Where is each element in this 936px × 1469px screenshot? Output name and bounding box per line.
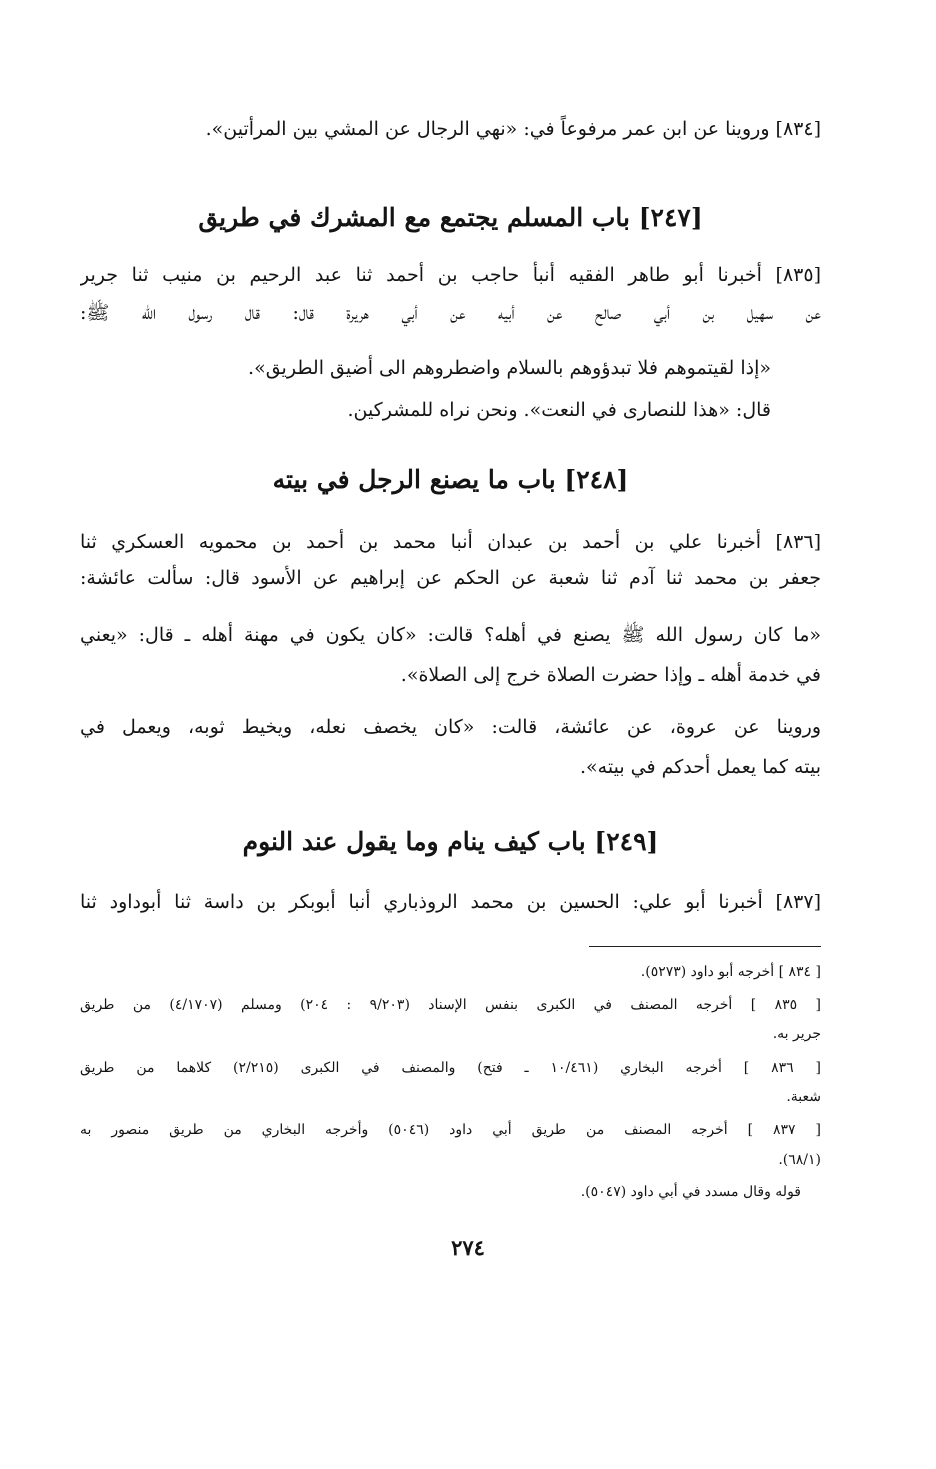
footnote-836-line-2: شعبة. <box>786 1089 821 1105</box>
hadith-835-line-4: قال: «هذا للنصارى في النعت». ونحن نراه للمشركين. <box>347 399 771 421</box>
hadith-836-line-4: في خدمة أهله ـ وإذا حضرت الصلاة خرج إلى الصلاة». <box>400 664 821 686</box>
hadith-836-line-3: «ما كان رسول الله ﷺ يصنع في أهله؟ قالت: «كان يكون في مهنة أهله ـ قال: «يعني <box>80 624 821 646</box>
footnote-separator <box>589 946 821 947</box>
footnote-834: [ ٨٣٤ ] أخرجه أبو داود (٥٢٧٣). <box>640 964 821 980</box>
hadith-836-line-5: وروينا عن عروة، عن عائشة، قالت: «كان يخصف نعله، ويخيط ثوبه، ويعمل في <box>80 716 821 738</box>
chapter-heading-247: [٢٤٧] باب المسلم يجتمع مع المشرك في طريق <box>198 203 703 232</box>
hadith-835-line-1: [٨٣٥] أخبرنا أبو طاهر الفقيه أنبأ حاجب بن أحمد ثنا عبد الرحيم بن منيب ثنا جرير <box>80 264 821 286</box>
page-number: ٢٧٤ <box>451 1235 485 1260</box>
hadith-837-line-1: [٨٣٧] أخبرنا أبو علي: الحسين بن محمد الروذباري أنبا أبوبكر بن داسة ثنا أبوداود ثنا <box>80 891 821 913</box>
chapter-heading-248: [٢٤٨] باب ما يصنع الرجل في بيته <box>272 465 629 494</box>
hadith-836-line-2: جعفر بن محمد ثنا آدم ثنا شعبة عن الحكم عن إبراهيم عن الأسود قال: سألت عائشة: <box>80 567 821 589</box>
footnote-835-line-2: جرير به. <box>772 1026 821 1042</box>
hadith-836-line-6: بيته كما يعمل أحدكم في بيته». <box>580 756 821 778</box>
hadith-836-line-1: [٨٣٦] أخبرنا علي بن أحمد بن عبدان أنبا محمد بن أحمد بن محمويه العسكري ثنا <box>80 531 821 553</box>
chapter-heading-249: [٢٤٩] باب كيف ينام وما يقول عند النوم <box>242 827 659 856</box>
footnote-837-line-1: [ ٨٣٧ ] أخرجه المصنف من طريق أبي داود (٥٠٤٦) وأخرجه البخاري من طريق منصور به <box>80 1122 821 1138</box>
footnote-836-line-1: [ ٨٣٦ ] أخرجه البخاري (١٠/٤٦١ ـ فتح) والمصنف في الكبرى (٢/٢١٥) كلاهما من طريق <box>80 1060 821 1076</box>
hadith-835-line-2: عن سهيل بن أبي صالح عن أبيه عن أبي هريرة قال: قال رسول الله ﷺ: <box>80 302 821 324</box>
footnote-837-line-2: (٦٨/١). <box>778 1152 821 1168</box>
footnote-835-line-1: [ ٨٣٥ ] أخرجه المصنف في الكبرى بنفس الإسناد (٩/٢٠٣ : ٢٠٤) ومسلم (٤/١٧٠٧) من طريق <box>80 997 821 1013</box>
hadith-834: [٨٣٤] وروينا عن ابن عمر مرفوعاً في: «نهي الرجال عن المشي بين المرأتين». <box>205 118 821 140</box>
footnote-837-line-3: قوله وقال مسدد في أبي داود (٥٠٤٧). <box>580 1184 801 1200</box>
hadith-835-line-3: «إذا لقيتموهم فلا تبدؤوهم بالسلام واضطروهم الى أضيق الطريق». <box>248 357 771 379</box>
